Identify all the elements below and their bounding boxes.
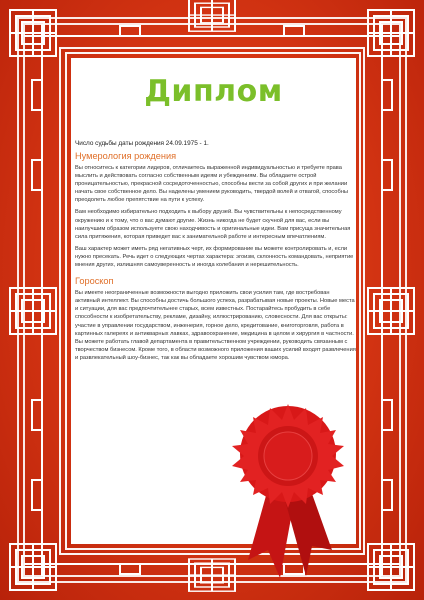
destiny-number-intro: Число судьбы даты рождения 24.09.1975 - 1.: [75, 140, 209, 147]
section-heading-horoscope: Гороскоп: [75, 276, 114, 287]
horoscope-paragraph: Вы имеете неограниченные возможности выгодно приложить свои усилия там, где востребован активный интеллект. Вы способны достичь большого успеха, разрабатывая новые проекты. Новые места и ситуации, для вас предпочтительнее старых, всем известных. Постарайтесь пробудить в себе способности к изобретательству, рекламе, дизайну, иллюстрированию, словесности. Для вас открыты: участие в управлении государством, инженерия, горное дело, кредитование, книготорговля, работа в картинных галереях и антикварных лавках, здравоохранение, медицина в целом и хирургия в частности. Вы можете работать главой департамента в правительственном учреждении, руководить связанным с творчеством бизнесом. Кроме того, в области возможного приложения ваших усилий входят развлечения и развлекательный шоу-бизнес, так как вы обладаете хорошим чувством юмора.: [75, 290, 356, 361]
numerology-paragraph: Вам необходимо избирательно подходить к выбору друзей. Вы чувствительны к непосредственному окружению и к тому, что о вас думают другие. Жизнь никогда не будет скучной для вас, если вы наилучшим образом используете свою находчивость и оригинальные идеи. Вам присуща значительная сила притяжения, которая приведет вас к занимательной работе и интересным впечатлениям.: [75, 209, 351, 240]
red-rosette-seal-icon: [228, 400, 348, 590]
section-heading-numerology: Нумерология рождения: [75, 151, 177, 161]
certificate-title: Диплом: [144, 74, 283, 109]
certificate-body: [75, 140, 356, 366]
numerology-paragraph: Вы относитесь к категории лидеров, отличаетесь выраженной индивидуальностью и требуете права мыслить и действовать согласно собственным идеям и убеждениям. Вы обладаете острой проницательностью, прекрасной сосредоточенностью, способны вести за собой других и при желании начать свое собственное дело. Вы наделены умением руководить, твердой волей и отвагой, способны преодолеть любое препятствие на пути к успеху.: [75, 165, 348, 204]
numerology-paragraph: Ваш характер может иметь ряд негативных черт, их формирование вы можете контролировать и, если нужно пресекать. Речь идет о следующих чертах характера: эгоизм, склонность командовать, неприятие мнения других, излишняя самоуверенность и иногда колебания и нерешительность.: [75, 245, 354, 269]
